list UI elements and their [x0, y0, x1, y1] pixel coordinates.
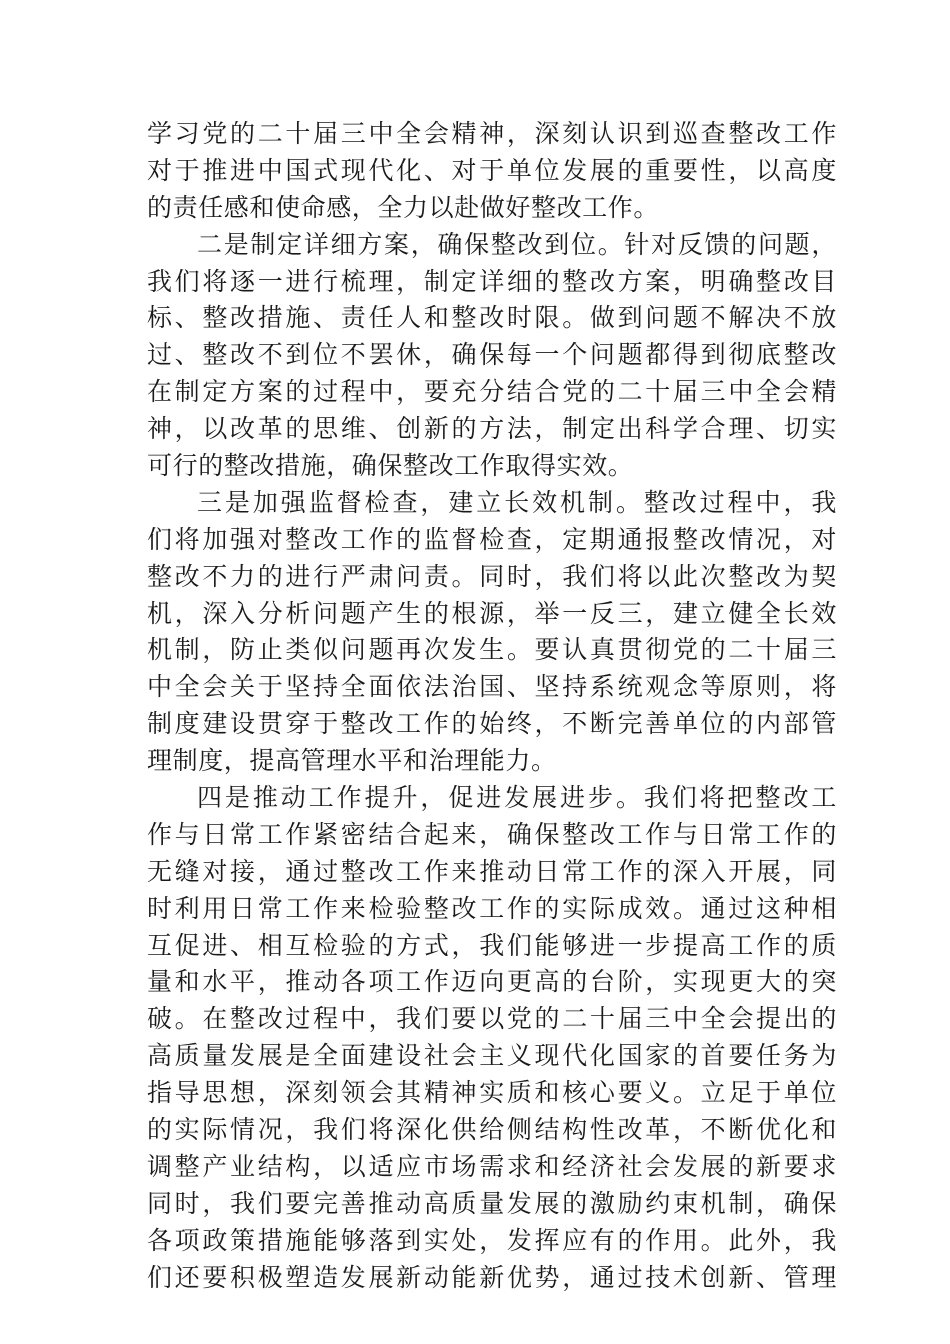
text-line: 二是制定详细方案，确保整改到位。针对反馈的问题， — [197, 229, 837, 259]
document-body-text — [147, 116, 837, 1297]
text-line: 标、整改措施、责任人和整改时限。做到问题不解决不放 — [147, 303, 837, 333]
text-line: 量和水平，推动各项工作迈向更高的台阶，实现更大的突 — [147, 967, 837, 997]
text-line: 机，深入分析问题产生的根源，举一反三，建立健全长效 — [147, 598, 837, 628]
text-line: 神，以改革的思维、创新的方法，制定出科学合理、切实 — [147, 414, 837, 444]
text-line: 整改不力的进行严肃问责。同时，我们将以此次整改为契 — [147, 561, 837, 591]
text-line: 调整产业结构，以适应市场需求和经济社会发展的新要求 — [147, 1151, 837, 1181]
text-line: 可行的整改措施，确保整改工作取得实效。 — [147, 451, 634, 481]
text-line: 对于推进中国式现代化、对于单位发展的重要性，以高度 — [147, 155, 837, 185]
text-line: 三是加强监督检查，建立长效机制。整改过程中，我 — [197, 487, 837, 517]
text-line: 们还要积极塑造发展新动能新优势，通过技术创新、管理 — [147, 1262, 837, 1292]
text-line: 们将加强对整改工作的监督检查，定期通报整改情况，对 — [147, 524, 837, 554]
text-line: 高质量发展是全面建设社会主义现代化国家的首要任务为 — [147, 1041, 837, 1071]
text-line: 同时，我们要完善推动高质量发展的激励约束机制，确保 — [147, 1188, 837, 1218]
text-line: 无缝对接，通过整改工作来推动日常工作的深入开展，同 — [147, 856, 837, 886]
text-line: 四是推动工作提升，促进发展进步。我们将把整改工 — [197, 783, 837, 813]
text-line: 的实际情况，我们将深化供给侧结构性改革，不断优化和 — [147, 1115, 837, 1145]
text-line: 过、整改不到位不罢休，确保每一个问题都得到彻底整改 — [147, 340, 837, 370]
text-line: 学习党的二十届三中全会精神，深刻认识到巡查整改工作 — [147, 119, 837, 148]
text-line: 破。在整改过程中，我们要以党的二十届三中全会提出的 — [147, 1004, 837, 1034]
text-line: 理制度，提高管理水平和治理能力。 — [147, 746, 557, 776]
text-line: 制度建设贯穿于整改工作的始终，不断完善单位的内部管 — [147, 709, 837, 739]
text-line: 各项政策措施能够落到实处，发挥应有的作用。此外，我 — [147, 1225, 837, 1255]
text-line: 的责任感和使命感，全力以赴做好整改工作。 — [147, 192, 660, 222]
text-line: 时利用日常工作来检验整改工作的实际成效。通过这种相 — [147, 893, 837, 923]
text-line: 作与日常工作紧密结合起来，确保整改工作与日常工作的 — [147, 819, 837, 849]
text-line: 我们将逐一进行梳理，制定详细的整改方案，明确整改目 — [147, 266, 837, 296]
text-line: 互促进、相互检验的方式，我们能够进一步提高工作的质 — [147, 930, 837, 960]
text-line: 机制，防止类似问题再次发生。要认真贯彻党的二十届三 — [147, 635, 837, 665]
text-line: 在制定方案的过程中，要充分结合党的二十届三中全会精 — [147, 377, 837, 407]
text-line: 中全会关于坚持全面依法治国、坚持系统观念等原则，将 — [147, 672, 837, 702]
text-line: 指导思想，深刻领会其精神实质和核心要义。立足于单位 — [147, 1078, 837, 1108]
